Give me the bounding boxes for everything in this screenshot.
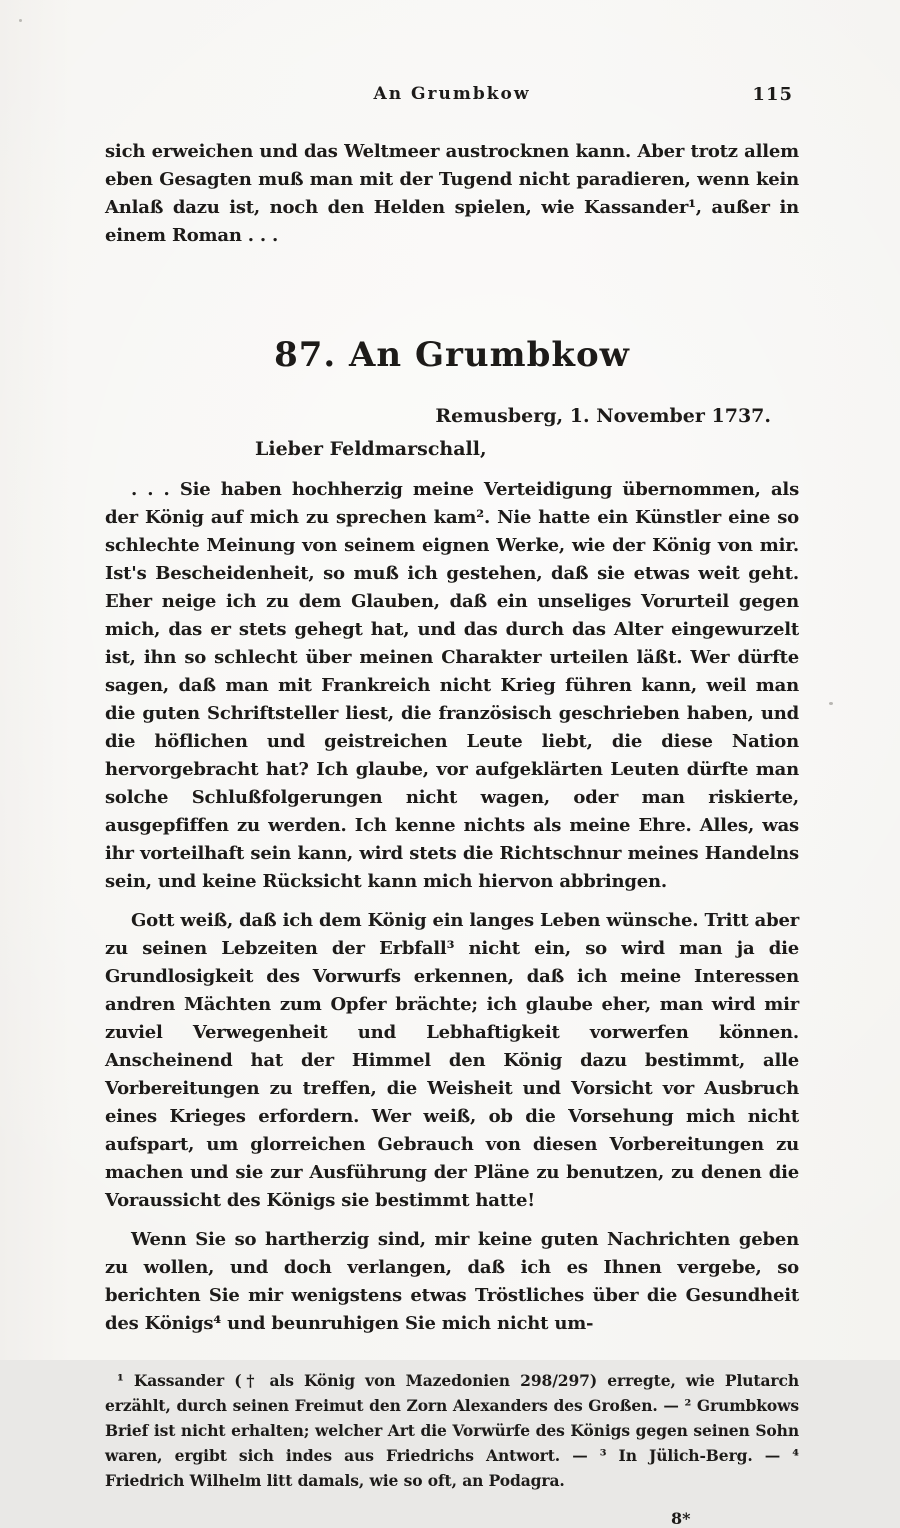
scan-speck (124, 1322, 127, 1326)
letter-paragraph-1: . . . Sie haben hochherzig meine Verteidigung übernommen, als der König auf mich zu sprechen kam². Nie hatte ein Künstler eine so schlechte Meinung von seinem eignen Werke, wie der König von mir. Ist's Bescheidenheit, so muß ich gestehen, daß sie etwas weit geht. Eher neige ich zu dem Glauben, daß ein unseliges Vorurteil gegen mich, das er stets gehegt hat, und das durch das Alter eingewurzelt ist, ihn so schlecht über meinen Charakter urteilen läßt. Wer dürfte sagen, daß man mit Frankreich nicht Krieg führen kann, weil man die guten Schriftsteller liest, die französisch geschrieben haben, und die höflichen und geistreichen Leute liebt, die diese Nation hervorgebracht hat? Ich glaube, vor aufgeklärten Leuten dürfte man solche Schlußfolgerungen nicht wagen, oder man riskierte, ausgepfiffen zu werden. Ich kenne nichts als meine Ehre. Alles, was ihr vorteilhaft sein kann, wird stets die Richtschnur meines Handelns sein, und keine Rücksicht kann mich hiervon abbringen. (105, 479, 799, 892)
letter-dateline: Remusberg, 1. November 1737. (435, 405, 771, 427)
carryover-paragraph: sich erweichen und das Weltmeer austrocknen kann. Aber trotz allem eben Gesagten muß man mit der Tugend nicht paradieren, wenn kein Anlaß dazu ist, noch den Helden spielen, wie Kassander¹, außer in einem Roman . . . (105, 141, 799, 246)
running-header (105, 84, 799, 106)
scan-speck (829, 702, 833, 705)
letter-paragraph-3: Wenn Sie so hartherzig sind, mir keine guten Nachrichten geben zu wollen, und doch verlangen, daß ich es Ihnen vergebe, so berichten Sie mir wenigstens etwas Tröstliches über die Gesundheit des Königs⁴ und beunruhigen Sie mich nicht um- (105, 1229, 799, 1334)
letter-paragraph-2: Gott weiß, daß ich dem König ein langes Leben wünsche. Tritt aber zu seinen Lebzeiten der Erbfall³ nicht ein, so wird man ja die Grundlosigkeit des Vorwurfs erkennen, daß ich meine Interessen andren Mächten zum Opfer brächte; ich glaube eher, man wird mir zuviel Verwegenheit und Lebhaftigkeit vorwerfen können. Anscheinend hat der Himmel den König dazu bestimmt, alle Vorbereitungen zu treffen, die Weisheit und Vorsicht vor Ausbruch eines Krieges erfordern. Wer weiß, ob die Vorsehung mich nicht aufspart, um glorreichen Gebrauch von diesen Vorbereitungen zu machen und sie zur Ausführung der Pläne zu benutzen, zu denen die Voraussicht des Königs sie bestimmt hatte! (105, 910, 799, 1211)
page-number: 115 (752, 84, 793, 105)
footnotes: ¹ Kassander († als König von Mazedonien 298/297) erregte, wie Plutarch erzählt, durch seinen Freimut den Zorn Alexanders des Großen. — ² Grumbkows Brief ist nicht erhalten; welcher Art die Vorwürfe des Königs gegen seinen Sohn waren, ergibt sich indes aus Friedrichs Antwort. — ³ In Jülich-Berg. — ⁴ Friedrich Wilhelm litt damals, wie so oft, an Podagra. (105, 1371, 799, 1490)
running-header-title: An Grumbkow (373, 84, 531, 104)
letter-salutation: Lieber Feldmarschall, (255, 438, 487, 460)
scan-speck (19, 19, 22, 22)
signature-mark: 8* (671, 1508, 691, 1528)
letter-heading: 87. An Grumbkow (274, 335, 630, 375)
text-block (105, 0, 799, 1528)
